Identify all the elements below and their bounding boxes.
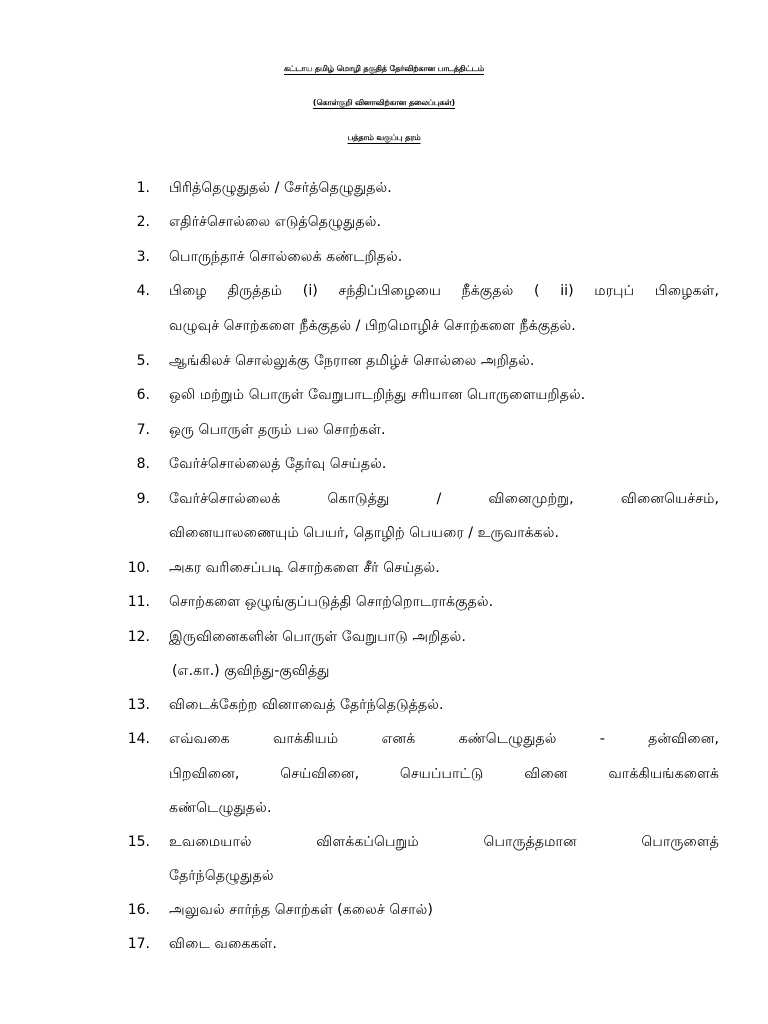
document-grade-level: பத்தாம் வகுப்பு தரம் bbox=[347, 133, 421, 142]
item-number: 5. bbox=[136, 353, 150, 369]
item-text-continued: தேர்ந்தெழுதுதல் bbox=[169, 868, 274, 884]
item-text: அகர வரிசைப்படி சொற்களை சீர் செய்தல். bbox=[169, 560, 440, 576]
item-text: பிழை திருத்தம் (i) சந்திப்பிழையை நீக்குதல் ( ii) மரபுப் பிழைகள், bbox=[169, 283, 719, 299]
item-number: 8. bbox=[136, 456, 150, 472]
item-text-continued: வழுவுச் சொற்களை நீக்குதல் / பிறமொழிச் சொற்களை நீக்குதல். bbox=[169, 318, 576, 334]
item-number: 17. bbox=[127, 936, 150, 952]
item-text: உவமையால் விளக்கப்பெறும் பொருத்தமான பொருளைத் bbox=[169, 834, 719, 850]
list-item bbox=[0, 281, 768, 349]
item-text: எதிர்ச்சொல்லை எடுத்தெழுதுதல். bbox=[169, 214, 382, 230]
item-number: 15. bbox=[127, 834, 150, 850]
item-text: இருவினைகளின் பொருள் வேறுபாடு அறிதல். bbox=[169, 629, 466, 645]
item-text-continued: பிறவினை, செய்வினை, செயப்பாட்டு வினை வாக்கியங்களைக் bbox=[169, 766, 719, 782]
document-subtitle: (கொள்குறி வினாவிற்கான தலைப்புகள்) bbox=[312, 98, 456, 107]
list-item bbox=[0, 385, 768, 419]
item-text: விடை வகைகள். bbox=[169, 936, 277, 952]
item-text: பொருந்தாச் சொல்லைக் கண்டறிதல். bbox=[169, 249, 403, 265]
item-text: அலுவல் சார்ந்த சொற்கள் (கலைச் சொல்) bbox=[169, 902, 433, 918]
item-text-continued: கண்டெழுதுதல். bbox=[169, 800, 272, 816]
item-number: 13. bbox=[127, 697, 150, 713]
list-item bbox=[0, 454, 768, 488]
item-number: 3. bbox=[136, 249, 150, 265]
item-number: 12. bbox=[127, 629, 150, 645]
item-number: 1. bbox=[136, 180, 150, 196]
item-number: 10. bbox=[127, 560, 150, 576]
item-number: 4. bbox=[136, 283, 150, 299]
list-item bbox=[0, 247, 768, 281]
item-text: வேர்ச்சொல்லைக் கொடுத்து / வினைமுற்று, வினையெச்சம், bbox=[169, 491, 719, 507]
list-item bbox=[0, 934, 768, 968]
item-number: 9. bbox=[136, 491, 150, 507]
list-item bbox=[0, 558, 768, 592]
item-number: 6. bbox=[136, 387, 150, 403]
item-text: வேர்ச்சொல்லைத் தேர்வு செய்தல். bbox=[169, 456, 387, 472]
item-number: 16. bbox=[127, 902, 150, 918]
item-text: விடைக்கேற்ற வினாவைத் தேர்ந்தெடுத்தல். bbox=[169, 697, 444, 713]
item-text: பிரித்தெழுதுதல் / சேர்த்தெழுதுதல். bbox=[169, 180, 392, 196]
list-item bbox=[0, 627, 768, 695]
document-title: கட்டாய தமிழ் மொழி தகுதித் தேர்விற்கான பாடத்திட்டம் bbox=[284, 64, 484, 73]
list-item bbox=[0, 489, 768, 557]
item-text: எவ்வகை வாக்கியம் எனக் கண்டெழுதுதல் - தன்வினை, bbox=[169, 731, 719, 747]
list-item bbox=[0, 178, 768, 212]
list-item bbox=[0, 351, 768, 385]
list-item bbox=[0, 592, 768, 626]
list-item bbox=[0, 729, 768, 831]
list-item bbox=[0, 832, 768, 900]
item-number: 7. bbox=[136, 422, 150, 438]
item-number: 14. bbox=[127, 731, 150, 747]
item-text: சொற்களை ஒழுங்குப்படுத்தி சொற்றொடராக்குதல். bbox=[169, 594, 494, 610]
item-text: ஒரு பொருள் தரும் பல சொற்கள். bbox=[169, 422, 386, 438]
list-item bbox=[0, 212, 768, 246]
item-text-continued: வினையாலணையும் பெயர், தொழிற் பெயரை / உருவாக்கல். bbox=[169, 525, 560, 541]
item-text: ஆங்கிலச் சொல்லுக்கு நேரான தமிழ்ச் சொல்லை அறிதல். bbox=[169, 353, 535, 369]
item-example: (எ.கா.) குவிந்து-குவித்து bbox=[172, 663, 330, 679]
list-item bbox=[0, 695, 768, 729]
item-text: ஒலி மற்றும் பொருள் வேறுபாடறிந்து சரியான பொருளையறிதல். bbox=[169, 387, 586, 403]
item-number: 11. bbox=[127, 594, 150, 610]
list-item bbox=[0, 420, 768, 454]
item-number: 2. bbox=[136, 214, 150, 230]
list-item bbox=[0, 900, 768, 934]
